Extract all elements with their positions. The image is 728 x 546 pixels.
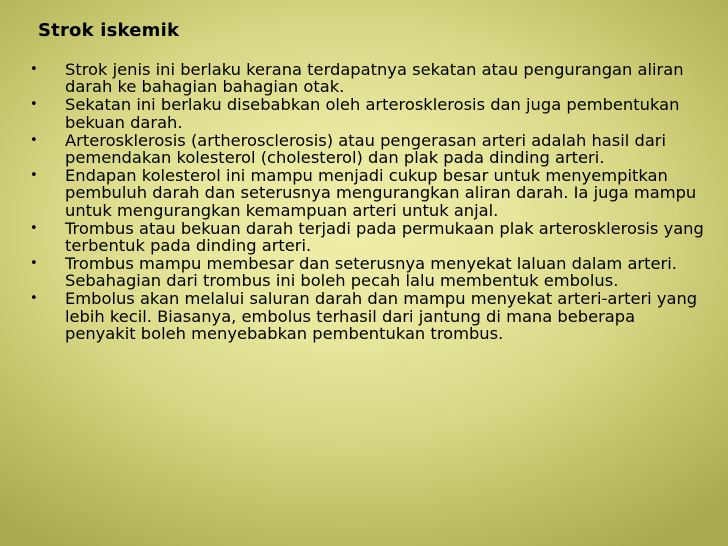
bullet-icon: •	[30, 62, 38, 77]
slide-title: Strok iskemik	[38, 20, 180, 41]
bullet-icon: •	[30, 132, 38, 148]
list-item	[30, 290, 710, 342]
list-item	[30, 255, 710, 290]
bullet-text: Trombus atau bekuan darah terjadi pada permukaan plak arterosklerosis yang terbentuk pada dinding arteri.	[65, 218, 704, 256]
bullet-icon: •	[30, 291, 38, 307]
bullet-icon: •	[30, 220, 38, 236]
bullet-icon: •	[30, 255, 38, 271]
list-item	[30, 96, 710, 131]
bullet-icon: •	[30, 167, 38, 183]
bullet-text: Embolus akan melalui saluran darah dan mampu menyekat arteri-arteri yang lebih kecil. Biasanya, embolus terhasil dari jantung di mana beberapa penyakit boleh menyebabkan pembentukan trombus.	[65, 289, 698, 344]
list-item	[30, 61, 710, 96]
bullet-list	[30, 61, 710, 343]
list-item	[30, 167, 710, 219]
list-item	[30, 220, 710, 255]
bullet-text: Sekatan ini berlaku disebabkan oleh arterosklerosis dan juga pembentukan bekuan darah.	[65, 95, 680, 132]
list-item	[30, 132, 710, 167]
bullet-icon: •	[30, 97, 38, 113]
bullet-text: Trombus mampu membesar dan seterusnya menyekat laluan dalam arteri. Sebahagian dari trombus ini boleh pecah lalu membentuk embolus.	[65, 253, 677, 291]
bullet-text: Strok jenis ini berlaku kerana terdapatnya sekatan atau pengurangan aliran darah ke bahagian bahagian otak.	[65, 60, 684, 97]
bullet-text: Arterosklerosis (artherosclerosis) atau pengerasan arteri adalah hasil dari pemendakan kolesterol (cholesterol) dan plak pada dinding arteri.	[65, 130, 667, 168]
bullet-text: Endapan kolesterol ini mampu menjadi cukup besar untuk menyempitkan pembuluh darah dan seterusnya mengurangkan aliran darah. Ia juga mampu untuk mengurangkan kemampuan arteri untuk anjal.	[65, 165, 697, 220]
